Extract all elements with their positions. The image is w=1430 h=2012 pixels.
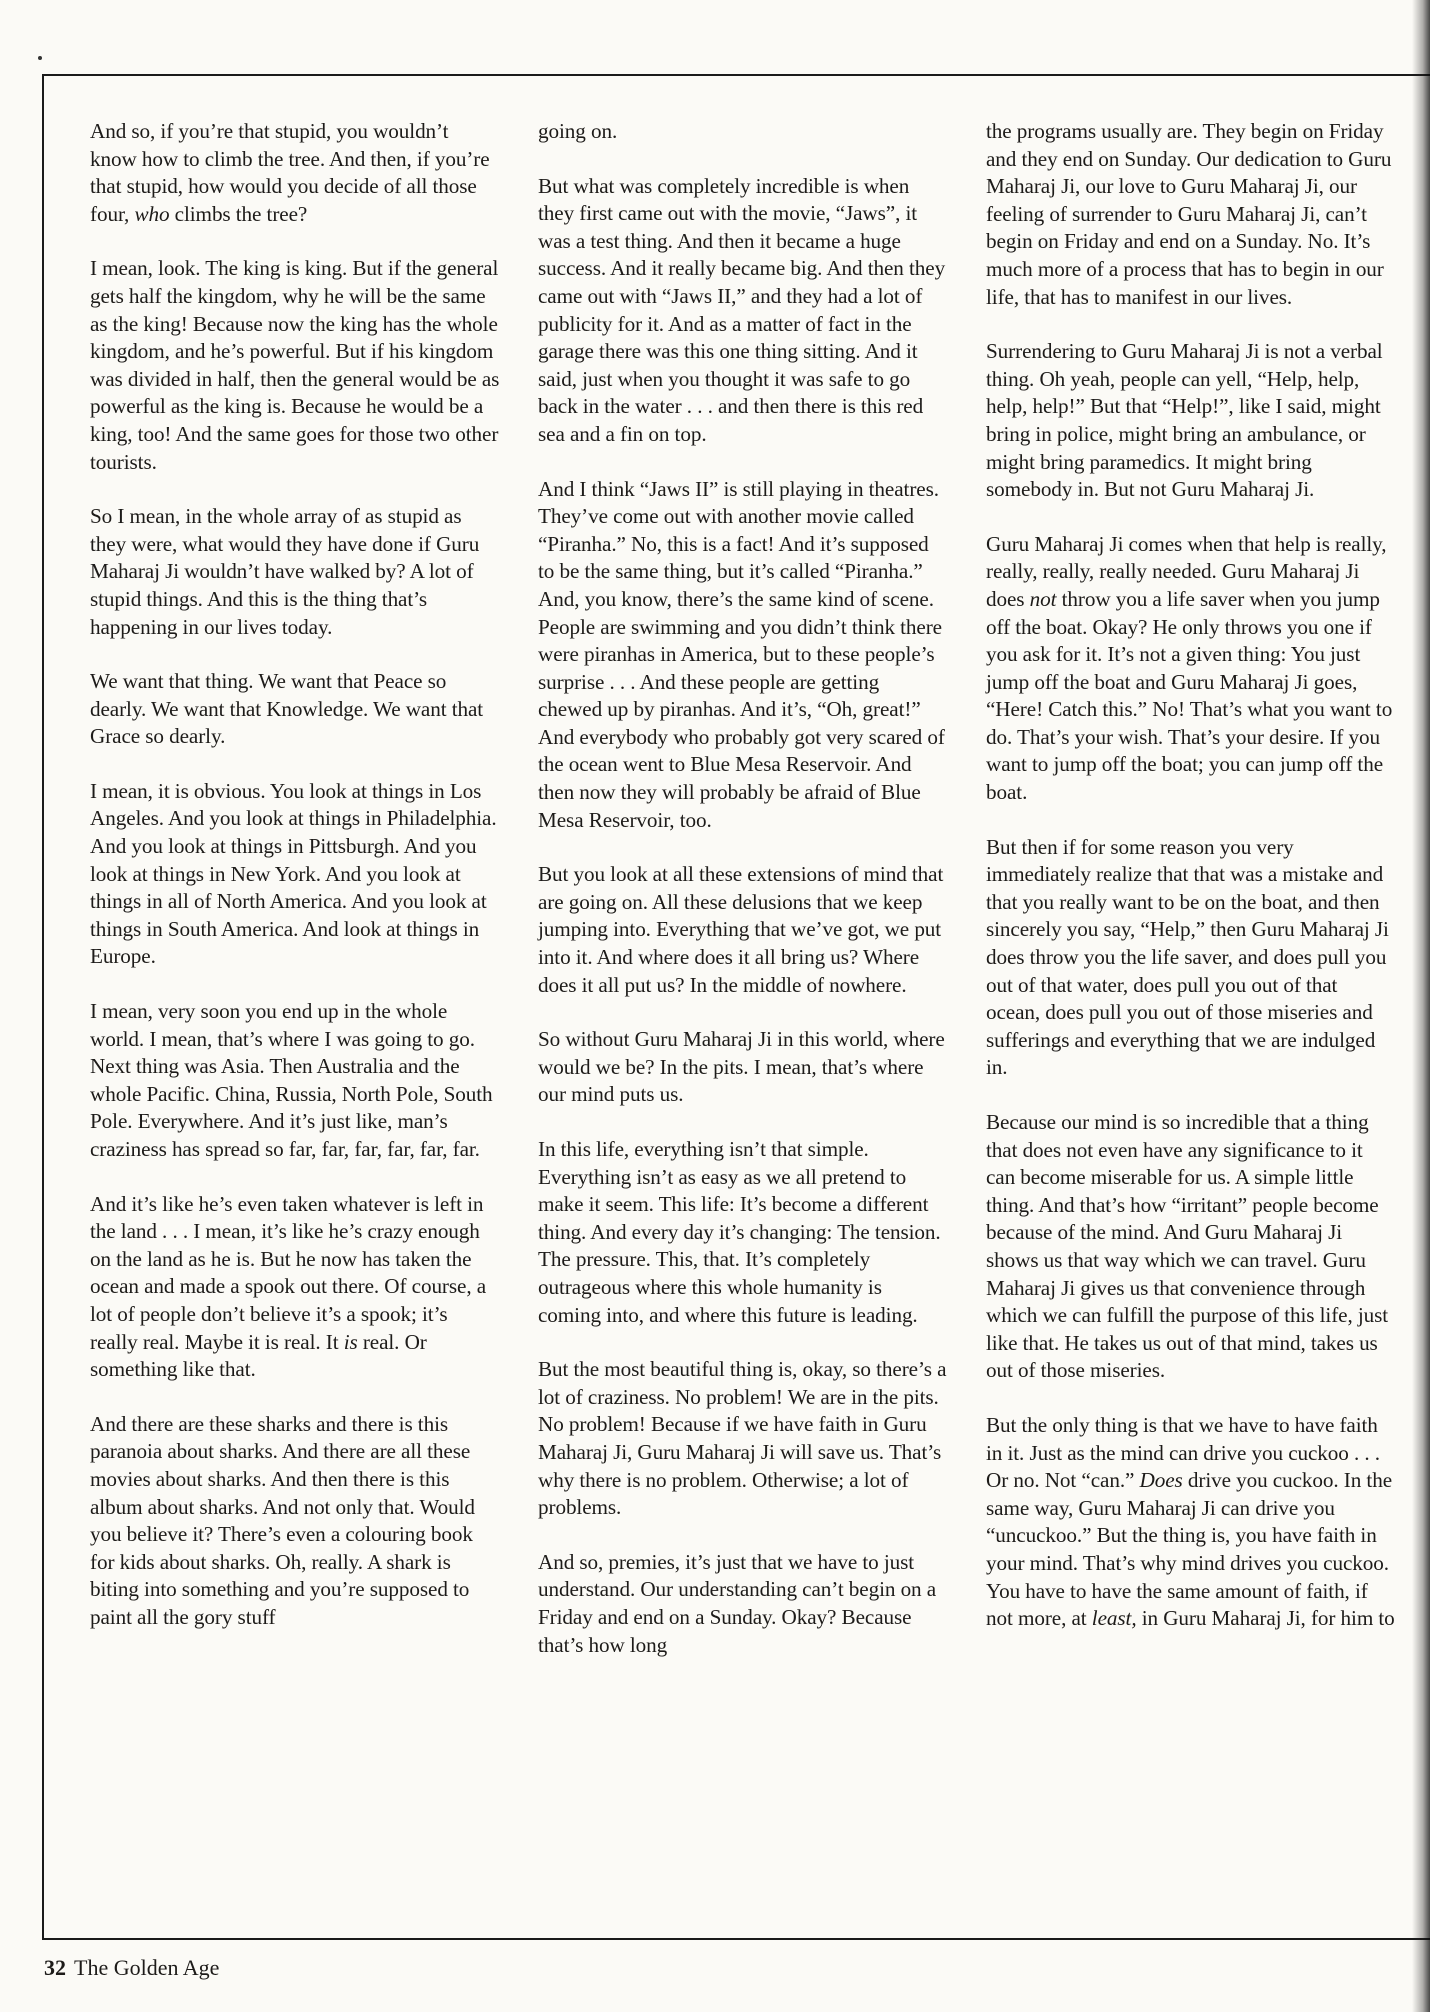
paragraph: I mean, very soon you end up in the whole world. I mean, that’s where I was going to go. Next thing was Asia. Then Australia and the whole Pacific. China, Russia, North Pole, South Pole. Everywhere. And it’s just like, man’s craziness has spread so far, far, far, far, far, far.	[90, 999, 493, 1161]
paragraph: Guru Maharaj Ji comes when that help is really, really, really, really needed. Guru Maharaj Ji does not throw you a life saver when you jump off the boat. Okay? He only throws you one if you ask for it. It’s not a given thing: You just jump off the boat and Guru Maharaj Ji goes, “Here! Catch this.” No! That’s what you want to do. That’s your wish. That’s your desire. If you want to jump off the boat; you can jump off the boat.	[986, 531, 1393, 805]
paragraph: But the most beautiful thing is, okay, so there’s a lot of craziness. No problem! We are in the pits. No problem! Because if we have faith in Guru Maharaj Ji, Guru Maharaj Ji will save us. That’s why there is no problem. Otherwise; a lot of problems.	[538, 1357, 947, 1520]
paragraph: So without Guru Maharaj Ji in this world, where would we be? In the pits. I mean, that’s where our mind puts us.	[538, 1027, 945, 1107]
emphasis: who	[134, 201, 170, 226]
paragraph: I mean, look. The king is king. But if the general gets half the kingdom, why he will be the same as the king! Because now the king has the whole kingdom, and he’s powerful. But if his kingdom was divided in half, then the general would be as powerful as the king is. Because he would be a king, too! And the same goes for those two other tourists.	[90, 256, 500, 474]
page-footer	[44, 1955, 219, 1981]
paragraph: But what was completely incredible is when they first came out with the movie, “Jaws”, it was a test thing. And then it became a huge success. And it really became big. And then they came out with “Jaws II,” and they had a lot of publicity for it. And as a matter of fact in the garage there was this one thing sitting. And it said, just when you thought it was safe to go back in the water . . . and then there is this red sea and a fin on top.	[538, 173, 946, 446]
paragraph: And so, premies, it’s just that we have to just understand. Our understanding can’t begin on a Friday and end on a Sunday. Okay? Because that’s how long	[538, 1549, 937, 1657]
paragraph: In this life, everything isn’t that simple. Everything isn’t as easy as we all pretend to make it seem. This life: It’s become a different thing. And every day it’s changing: The tension. The pressure. This, that. It’s completely outrageous where this whole humanity is coming into, and where this future is leading.	[538, 1137, 941, 1327]
paragraph: going on.	[538, 119, 618, 143]
emphasis: Does	[1139, 1468, 1183, 1493]
paragraph: the programs usually are. They begin on Friday and they end on Sunday. Our dedication to Guru Maharaj Ji, our love to Guru Maharaj Ji, our feeling of surrender to Guru Maharaj Ji, can’t begin on Friday and end on a Sunday. No. It’s much more of a process that has to begin in our life, that has to manifest in our lives.	[986, 119, 1392, 309]
paragraph: But you look at all these extensions of mind that are going on. All these delusions that we keep jumping into. Everything that we’ve got, we put into it. And where does it all bring us? Where does it all put us? In the middle of nowhere.	[538, 862, 944, 997]
emphasis: is	[343, 1329, 358, 1354]
paragraph: Surrendering to Guru Maharaj Ji is not a verbal thing. Oh yeah, people can yell, “Help, help, help, help!” But that “Help!”, like I said, might bring in police, might bring an ambulance, or might bring paramedics. It might bring somebody in. But not Guru Maharaj Ji.	[986, 339, 1383, 502]
paragraph: But then if for some reason you very immediately realize that that was a mistake and that you really want to be on the boat, and then sincerely you say, “Help,” then Guru Maharaj Ji does throw you the life saver, and does pull you out of that water, does pull you out of that ocean, does pull you out of those miseries and sufferings and everything that we are indulged in.	[986, 834, 1389, 1080]
text-column-3	[986, 118, 1396, 1633]
paragraph: But the only thing is that we have to have faith in it. Just as the mind can drive you cuckoo . . . Or no. Not “can.” Does drive you cuckoo. In the same way, Guru Maharaj Ji can drive you “uncuckoo.” But the thing is, you have faith in your mind. That’s why mind drives you cuckoo. You have to have the same amount of faith, if not more, at least, in Guru Maharaj Ji, for him to	[986, 1412, 1395, 1631]
paragraph: And so, if you’re that stupid, you wouldn’t know how to climb the tree. And then, if you’re that stupid, how would you decide of all those four, who climbs the tree?	[90, 119, 490, 226]
paragraph: We want that thing. We want that Peace so dearly. We want that Knowledge. We want that Grace so dearly.	[90, 669, 484, 749]
emphasis: least,	[1091, 1606, 1137, 1631]
emphasis: not	[1029, 586, 1057, 611]
paragraph: And there are these sharks and there is this paranoia about sharks. And there are all these movies about sharks. And then there is this album about sharks. And not only that. Would you believe it? There’s even a colouring book for kids about sharks. Oh, really. A shark is biting into something and you’re supposed to paint all the gory stuff	[90, 1411, 475, 1629]
paragraph: And it’s like he’s even taken whatever is left in the land . . . I mean, it’s like he’s crazy enough on the land as he is. But he now has taken the ocean and made a spook out there. Of course, a lot of people don’t believe it’s a spook; it’s really real. Maybe it is real. It is real. Or something like that.	[90, 1191, 487, 1382]
paragraph: I mean, it is obvious. You look at things in Los Angeles. And you look at things in Philadelphia. And you look at things in Pittsburgh. And you look at things in New York. And you look at things in all of North America. And you look at things in South America. And look at things in Europe.	[90, 778, 497, 969]
stray-mark	[38, 56, 42, 60]
page-edge-shadow	[1412, 0, 1430, 2012]
text-column-2	[538, 118, 948, 1659]
paragraph: And I think “Jaws II” is still playing in theatres. They’ve come out with another movie called “Piranha.” No, this is a fact! And it’s supposed to be the same thing, but it’s called “Piranha.” And, you know, there’s the same kind of scene. People are swimming and you didn’t think there were piranhas in America, but to these people’s surprise . . . And these people are getting chewed up by piranhas. And it’s, “Oh, great!” And everybody who probably got very scared of the ocean went to Blue Mesa Reservoir. And then now they will probably be afraid of Blue Mesa Reservoir, too.	[538, 476, 945, 832]
page-number: 32	[44, 1955, 66, 1980]
paragraph: So I mean, in the whole array of as stupid as they were, what would they have done if Guru Maharaj Ji wouldn’t have walked by? A lot of stupid things. And this is the thing that’s happening in our lives today.	[90, 504, 480, 639]
text-column-1	[90, 118, 500, 1632]
publication-name: The Golden Age	[74, 1955, 220, 1980]
paragraph: Because our mind is so incredible that a thing that does not even have any significance to it can become miserable for us. A simple little thing. And that’s how “irritant” people become because of the mind. And Guru Maharaj Ji shows us that way which we can travel. Guru Maharaj Ji gives us that convenience through which we can fulfill the purpose of this life, just like that. He takes us out of that mind, takes us out of those miseries.	[986, 1110, 1389, 1383]
